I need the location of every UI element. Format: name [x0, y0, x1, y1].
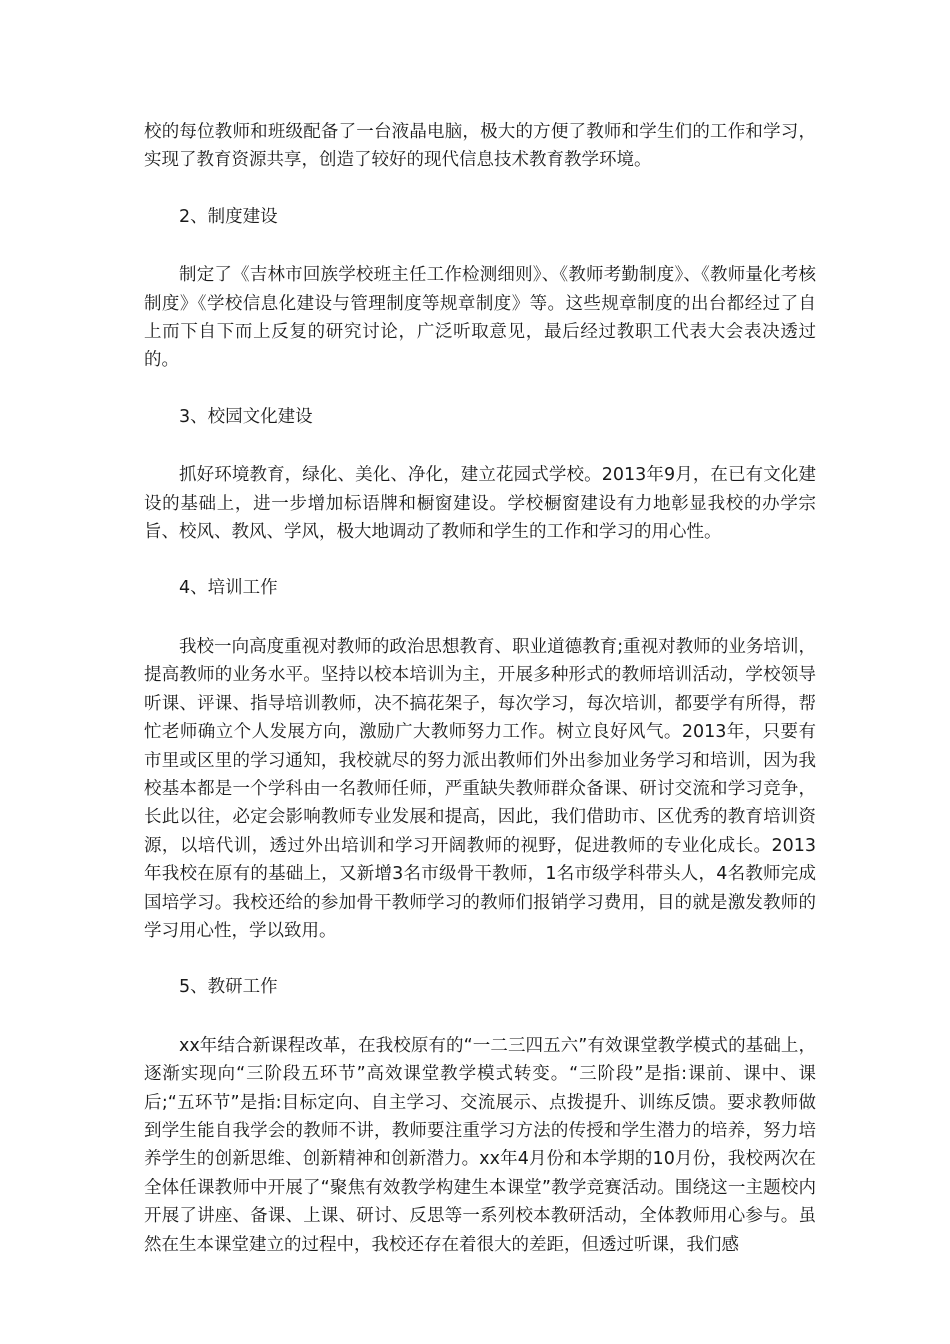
section-body-campus-culture: 抓好环境教育，绿化、美化、净化，建立花园式学校。2013年9月，在已有文化建设的基础上，进一步增加标语牌和橱窗建设。学校橱窗建设有力地彰显我校的办学宗旨、校风、教风、学风，极大地调动了教师和学生的工作和学习的用心性。: [144, 465, 816, 543]
section-body-regulations: 制定了《吉林市回族学校班主任工作检测细则》、《教师考勤制度》、《教师量化考核制度》《学校信息化建设与管理制度等规章制度》等。这些规章制度的出台都经过了自上而下自下而上反复的研究讨论，广泛听取意见，最后经过教职工代表大会表决透过的。: [144, 265, 816, 371]
section-heading-training: 4、培训工作: [179, 578, 278, 599]
section-heading-regulations: 2、制度建设: [179, 206, 278, 227]
intro-paragraph: 校的每位教师和班级配备了一台液晶电脑，极大的方便了教师和学生们的工作和学习，实现了教育资源共享，创造了较好的现代信息技术教育教学环境。: [144, 122, 816, 171]
section-body-teaching-research: xx年结合新课程改革，在我校原有的“一二三四五六”有效课堂教学模式的基础上，逐渐实现向“三阶段五环节”高效课堂教学模式转变。“三阶段”是指:课前、课中、课后;“五环节”是指:目标定向、自主学习、交流展示、点拨提升、训练反馈。要求教师做到学生能自我学会的教师不讲，教师要注重学习方法的传授和学生潜力的培养，努力培养学生的创新思维、创新精神和创新潜力。xx年4月份和本学期的10月份，我校两次在全体任课教师中开展了“聚焦有效教学构建生本课堂”教学竞赛活动。围绕这一主题校内开展了讲座、备课、上课、研讨、反思等一系列校本教研活动，全体教师用心参与。虽然在生本课堂建立的过程中，我校还存在着很大的差距，但透过听课，我们感: [144, 1035, 816, 1255]
section-body-training: 我校一向高度重视对教师的政治思想教育、职业道德教育;重视对教师的业务培训，提高教师的业务水平。坚持以校本培训为主，开展多种形式的教师培训活动，学校领导听课、评课、指导培训教师，决不搞花架子，每次学习，每次培训，都要学有所得，帮忙老师确立个人发展方向，激励广大教师努力工作。树立良好风气。2013年，只要有市里或区里的学习通知，我校就尽的努力派出教师们外出参加业务学习和培训，因为我校基本都是一个学科由一名教师任师，严重缺失教师群众备课、研讨交流和学习竞争，长此以往，必定会影响教师专业发展和提高，因此，我们借助市、区优秀的教育培训资源，以培代训，透过外出培训和学习开阔教师的视野，促进教师的专业化成长。2013年我校在原有的基础上，又新增3名市级骨干教师，1名市级学科带头人，4名教师完成国培学习。我校还给的参加骨干教师学习的教师们报销学习费用，目的就是激发教师的学习用心性，学以致用。: [144, 636, 816, 941]
section-heading-teaching-research: 5、教研工作: [179, 977, 278, 998]
section-heading-campus-culture: 3、校园文化建设: [179, 406, 313, 427]
document-body: [144, 118, 816, 1259]
